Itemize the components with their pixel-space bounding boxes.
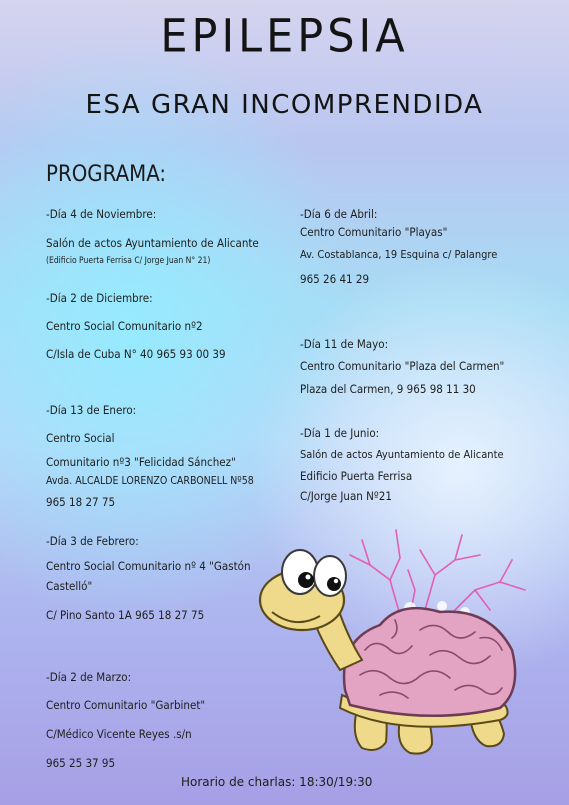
- event-address: C/Isla de Cuba N° 40 965 93 00 39: [46, 347, 226, 361]
- event-venue: Centro Social Comunitario nº 4 "Gastón: [46, 559, 251, 573]
- event-venue: Salón de actos Ayuntamiento de Alicante: [46, 236, 259, 250]
- event-phone: 965 26 41 29: [300, 272, 370, 286]
- event-date: -Día 13 de Enero:: [46, 403, 137, 417]
- event-venue: Centro Social Comunitario nº2: [46, 319, 203, 333]
- event-venue: Edificio Puerta Ferrisa: [300, 469, 413, 483]
- event-address: C/Jorge Juan Nº21: [300, 489, 392, 503]
- event-venue: Centro Comunitario "Garbinet": [46, 698, 206, 712]
- event-venue: Centro Social: [46, 431, 115, 445]
- event-venue: Castelló": [46, 579, 93, 593]
- poster-title: EPILEPSIA: [160, 10, 409, 64]
- event-phone: 965 25 37 95: [46, 756, 116, 770]
- event-date: -Día 6 de Abril:: [300, 207, 378, 221]
- event-venue: Comunitario nº3 "Felicidad Sánchez": [46, 455, 236, 469]
- lightning-icon: [350, 530, 525, 615]
- event-address: (Edificio Puerta Ferrisa C/ Jorge Juan N° 21): [46, 256, 211, 266]
- schedule-footer: Horario de charlas: 18:30/19:30: [181, 775, 373, 789]
- event-date: -Día 4 de Noviembre:: [46, 207, 157, 221]
- event-date: -Día 2 de Marzo:: [46, 670, 132, 684]
- event-address: Av. Costablanca, 19 Esquina c/ Palangre: [300, 248, 498, 261]
- event-address: C/Médico Vicente Reyes .s/n: [46, 727, 192, 741]
- event-date: -Día 11 de Mayo:: [300, 337, 389, 351]
- event-address: Avda. ALCALDE LORENZO CARBONELL Nº58: [46, 475, 254, 487]
- poster-subtitle: ESA GRAN INCOMPRENDIDA: [85, 90, 484, 120]
- event-address: C/ Pino Santo 1A 965 18 27 75: [46, 608, 205, 622]
- event-phone: 965 18 27 75: [46, 495, 116, 509]
- event-address: Plaza del Carmen, 9 965 98 11 30: [300, 382, 476, 396]
- event-venue: Salón de actos Ayuntamiento de Alicante: [300, 448, 504, 461]
- programa-heading: PROGRAMA:: [46, 162, 167, 187]
- event-date: -Día 1 de Junio:: [300, 426, 380, 440]
- event-date: -Día 3 de Febrero:: [46, 534, 139, 548]
- event-date: -Día 2 de Diciembre:: [46, 291, 153, 305]
- brain-icon: [344, 608, 515, 716]
- turtle-brain-illustration: [250, 520, 550, 770]
- event-venue: Centro Comunitario "Plaza del Carmen": [300, 359, 505, 373]
- event-venue: Centro Comunitario "Playas": [300, 225, 448, 239]
